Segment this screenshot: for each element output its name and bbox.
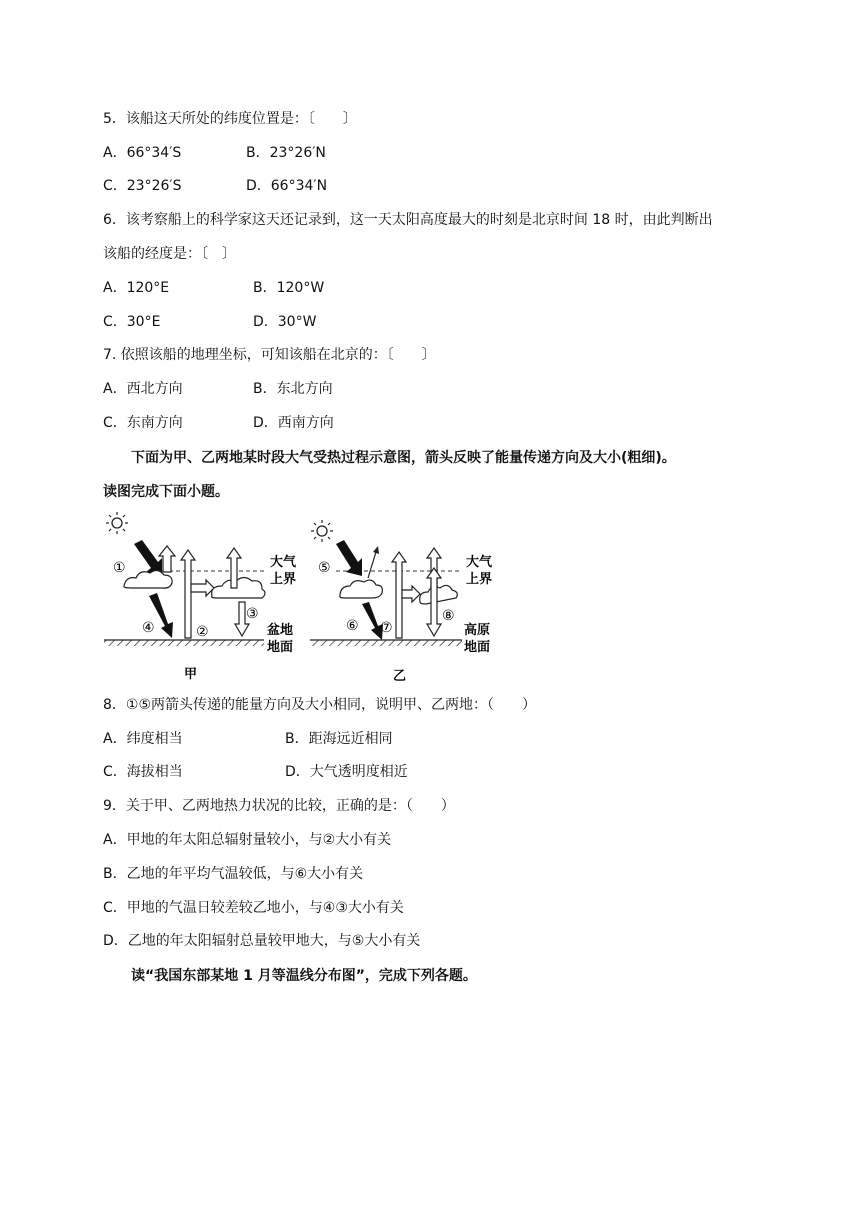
atmosphere-top-label-right-2: 上界 xyxy=(466,572,493,587)
q7-option-b: B．东北方向 xyxy=(253,381,333,397)
marker-6: ⑥ xyxy=(346,618,359,634)
ground-label-left-2: 地面 xyxy=(267,640,294,655)
q5-option-a: A．66°34′S xyxy=(103,145,182,161)
question-6-stem-line1: 6．该考察船上的科学家这天还记录到，这一天太阳高度最大的时刻是北京时间 18 时，由此判断出 xyxy=(103,212,713,228)
q9-option-c: C．甲地的气温日较差较乙地小，与④③大小有关 xyxy=(103,900,404,916)
question-7-stem: 7. 依照该船的地理坐标，可知该船在北京的：〔 〕 xyxy=(103,347,436,363)
panel-label-jia: 甲 xyxy=(184,667,198,682)
intro-line2: 读图完成下面小题。 xyxy=(103,484,229,500)
q9-option-d: D．乙地的年太阳辐射总量较甲地大，与⑤大小有关 xyxy=(103,933,421,949)
ground-label-right-1: 高原 xyxy=(464,623,491,638)
q5-option-d: D．66°34′N xyxy=(246,178,328,194)
ground-radiation-arrow-left xyxy=(181,550,195,638)
q5-option-c: C．23°26′S xyxy=(103,178,182,194)
q5-option-b: B．23°26′N xyxy=(246,145,326,161)
panel-jia xyxy=(104,512,297,682)
atmosphere-top-label-left-2: 上界 xyxy=(270,572,297,587)
cloud-icon-right-2 xyxy=(420,585,458,604)
marker-1: ① xyxy=(113,560,126,576)
marker-3: ③ xyxy=(246,606,259,622)
question-8-stem: 8．①⑤两箭头传递的能量方向及大小相同，说明甲、乙两地：（ ） xyxy=(103,697,537,713)
intro-line1: 下面为甲、乙两地某时段大气受热过程示意图，箭头反映了能量传递方向及大小(粗细)。 xyxy=(131,450,676,466)
ground-label-left-1: 盆地 xyxy=(267,623,294,638)
marker-8: ⑧ xyxy=(442,608,455,624)
question-6-stem-line2: 该船的经度是：〔 〕 xyxy=(103,246,236,262)
cloud-icon-left-1 xyxy=(124,570,172,588)
reflection-arrowhead-right xyxy=(373,546,379,554)
q9-option-b: B．乙地的年平均气温较低，与⑥大小有关 xyxy=(103,866,364,882)
atmosphere-top-label-left-1: 大气 xyxy=(270,555,297,570)
marker-5: ⑤ xyxy=(318,560,331,576)
question-9-stem: 9．关于甲、乙两地热力状况的比较，正确的是：（ ） xyxy=(103,798,455,814)
q6-option-c: C．30°E xyxy=(103,314,161,330)
q8-option-b: B．距海远近相同 xyxy=(285,731,393,747)
cloud-icon-left-2 xyxy=(212,578,265,599)
reflection-line-right xyxy=(368,552,376,578)
marker-2: ② xyxy=(196,624,209,640)
q6-option-a: A．120°E xyxy=(103,280,170,296)
ground-label-right-2: 地面 xyxy=(464,640,491,655)
q7-option-c: C．东南方向 xyxy=(103,415,183,431)
q6-option-d: D．30°W xyxy=(253,314,317,330)
panel-yi xyxy=(310,520,493,684)
ground-hatch-left xyxy=(104,640,264,646)
q8-option-c: C．海拔相当 xyxy=(103,764,183,780)
sun-icon-left xyxy=(106,512,128,534)
ground-hatch-right xyxy=(310,640,462,646)
atmosphere-top-label-right-1: 大气 xyxy=(466,555,493,570)
horizontal-arrow-left xyxy=(191,580,214,596)
question-5-stem: 5．该船这天所处的纬度位置是：〔 〕 xyxy=(103,111,357,127)
atmosphere-heating-figure xyxy=(100,510,500,689)
q8-option-d: D．大气透明度相近 xyxy=(285,764,408,780)
panel-label-yi: 乙 xyxy=(393,669,407,684)
intro-isotherm: 读“我国东部某地 1 月等温线分布图”，完成下列各题。 xyxy=(131,968,477,984)
q6-option-b: B．120°W xyxy=(253,280,325,296)
sun-icon-right xyxy=(311,520,333,542)
horizontal-arrow-right xyxy=(402,586,420,602)
marker-7: ⑦ xyxy=(380,620,393,636)
q9-option-a: A．甲地的年太阳总辐射量较小，与②大小有关 xyxy=(103,832,392,848)
figure-svg xyxy=(100,510,500,685)
q7-option-d: D．西南方向 xyxy=(253,415,334,431)
cloud-icon-right-1 xyxy=(340,580,383,598)
q7-option-a: A．西北方向 xyxy=(103,381,183,397)
marker-4: ④ xyxy=(142,620,155,636)
q8-option-a: A．纬度相当 xyxy=(103,731,183,747)
